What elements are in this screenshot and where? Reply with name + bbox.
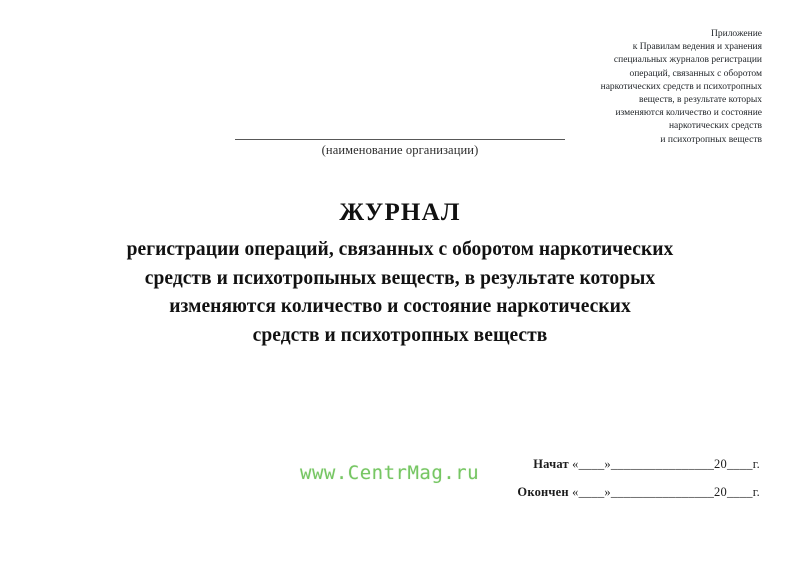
appendix-line: изменяются количество и состояние bbox=[615, 108, 762, 119]
subtitle-line: изменяются количество и состояние наркотических bbox=[169, 296, 631, 317]
subtitle-line: средств и психотропных веществ bbox=[252, 324, 548, 346]
organization-name-caption: (наименование организации) bbox=[321, 143, 479, 157]
appendix-line: к Правилам ведения и хранения bbox=[632, 42, 762, 53]
document-subtitle bbox=[60, 236, 740, 350]
finished-label: Окончен bbox=[517, 485, 569, 499]
started-label: Начат bbox=[533, 457, 569, 471]
page-title: ЖУРНАЛ bbox=[339, 199, 461, 226]
organization-name-block bbox=[0, 138, 800, 158]
appendix-line: Приложение bbox=[711, 29, 762, 39]
document-title-block bbox=[60, 198, 740, 350]
appendix-line: операций, связанных с оборотом bbox=[629, 68, 762, 79]
appendix-line: веществ, в результате которых bbox=[639, 95, 762, 106]
journal-date-fields bbox=[420, 450, 760, 506]
subtitle-line: регистрации операций, связанных с оборотом наркотических bbox=[126, 239, 674, 260]
appendix-line: наркотических средств и психотропных bbox=[600, 81, 762, 92]
appendix-line: и психотропных веществ bbox=[660, 134, 762, 145]
finished-value: «____»________________20____г. bbox=[572, 485, 760, 499]
finished-row bbox=[420, 478, 760, 506]
started-value: «____»________________20____г. bbox=[572, 457, 760, 471]
subtitle-line: средств и психотропыных веществ, в результате которых bbox=[144, 267, 656, 289]
appendix-reference-block bbox=[462, 28, 762, 147]
organization-name-rule bbox=[235, 138, 565, 140]
appendix-line: специальных журналов регистрации bbox=[613, 55, 762, 66]
started-row bbox=[420, 450, 760, 478]
appendix-line: наркотических средств bbox=[668, 121, 762, 132]
watermark-text: www.CentrMag.ru bbox=[300, 462, 480, 484]
